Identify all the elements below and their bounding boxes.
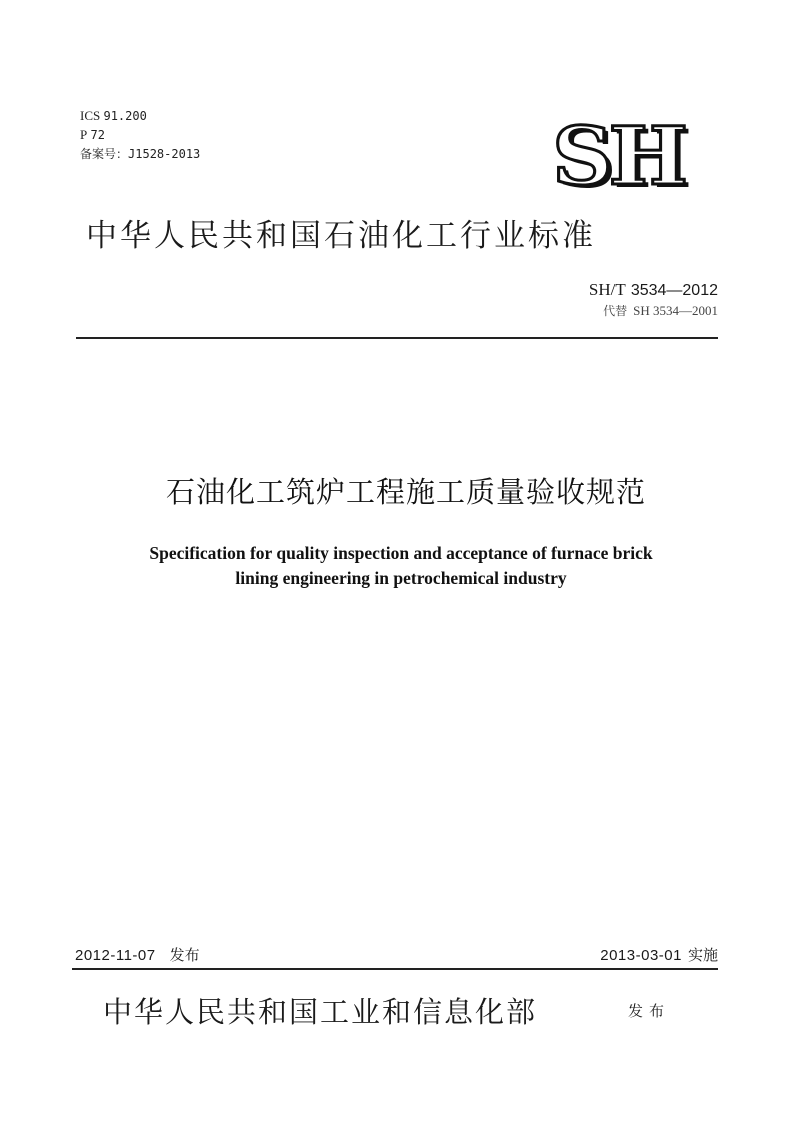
issue-date-value: 2012-11-07 — [75, 947, 156, 964]
title-chinese-text: 石油化工筑炉工程施工质量验收规范 — [165, 475, 646, 509]
issue-date — [75, 944, 200, 965]
title-chinese — [0, 470, 800, 511]
replaces-number: SH 3534—2001 — [633, 303, 718, 318]
ccs-code — [80, 127, 105, 143]
header-divider — [76, 337, 718, 339]
ics-label: ICS — [80, 108, 101, 123]
issuing-authority: 中华人民共和国工业和信息化部 — [103, 995, 538, 1029]
standard-number — [589, 280, 718, 300]
title-english-line1: Specification for quality inspection and acceptance of furnace brick — [149, 543, 653, 563]
footer-divider — [72, 968, 718, 970]
issuing-action: 发布 — [628, 1002, 671, 1020]
record-number — [80, 145, 200, 162]
record-value: J1528-2013 — [128, 147, 201, 161]
replaces-standard — [603, 302, 718, 319]
ics-code — [80, 108, 147, 124]
title-english — [0, 541, 800, 591]
ccs-label: P — [80, 127, 88, 142]
record-label: 备案号： — [80, 147, 129, 161]
title-english-line2: lining engineering in petrochemical industry — [235, 568, 567, 588]
standard-prefix: SH/T — [588, 280, 626, 299]
implement-date-label: 实施 — [687, 946, 718, 964]
implement-date-value: 2013-03-01 — [600, 947, 682, 964]
ccs-value: 72 — [90, 128, 105, 142]
replaces-label: 代替 — [603, 304, 628, 318]
issue-date-label: 发布 — [169, 946, 200, 964]
standard-digits: 3534—2012 — [630, 282, 718, 299]
ics-value: 91.200 — [103, 109, 147, 123]
standard-category: 中华人民共和国石油化工行业标准 — [86, 218, 596, 254]
sh-logo: SH — [552, 109, 684, 203]
implement-date — [600, 944, 718, 965]
